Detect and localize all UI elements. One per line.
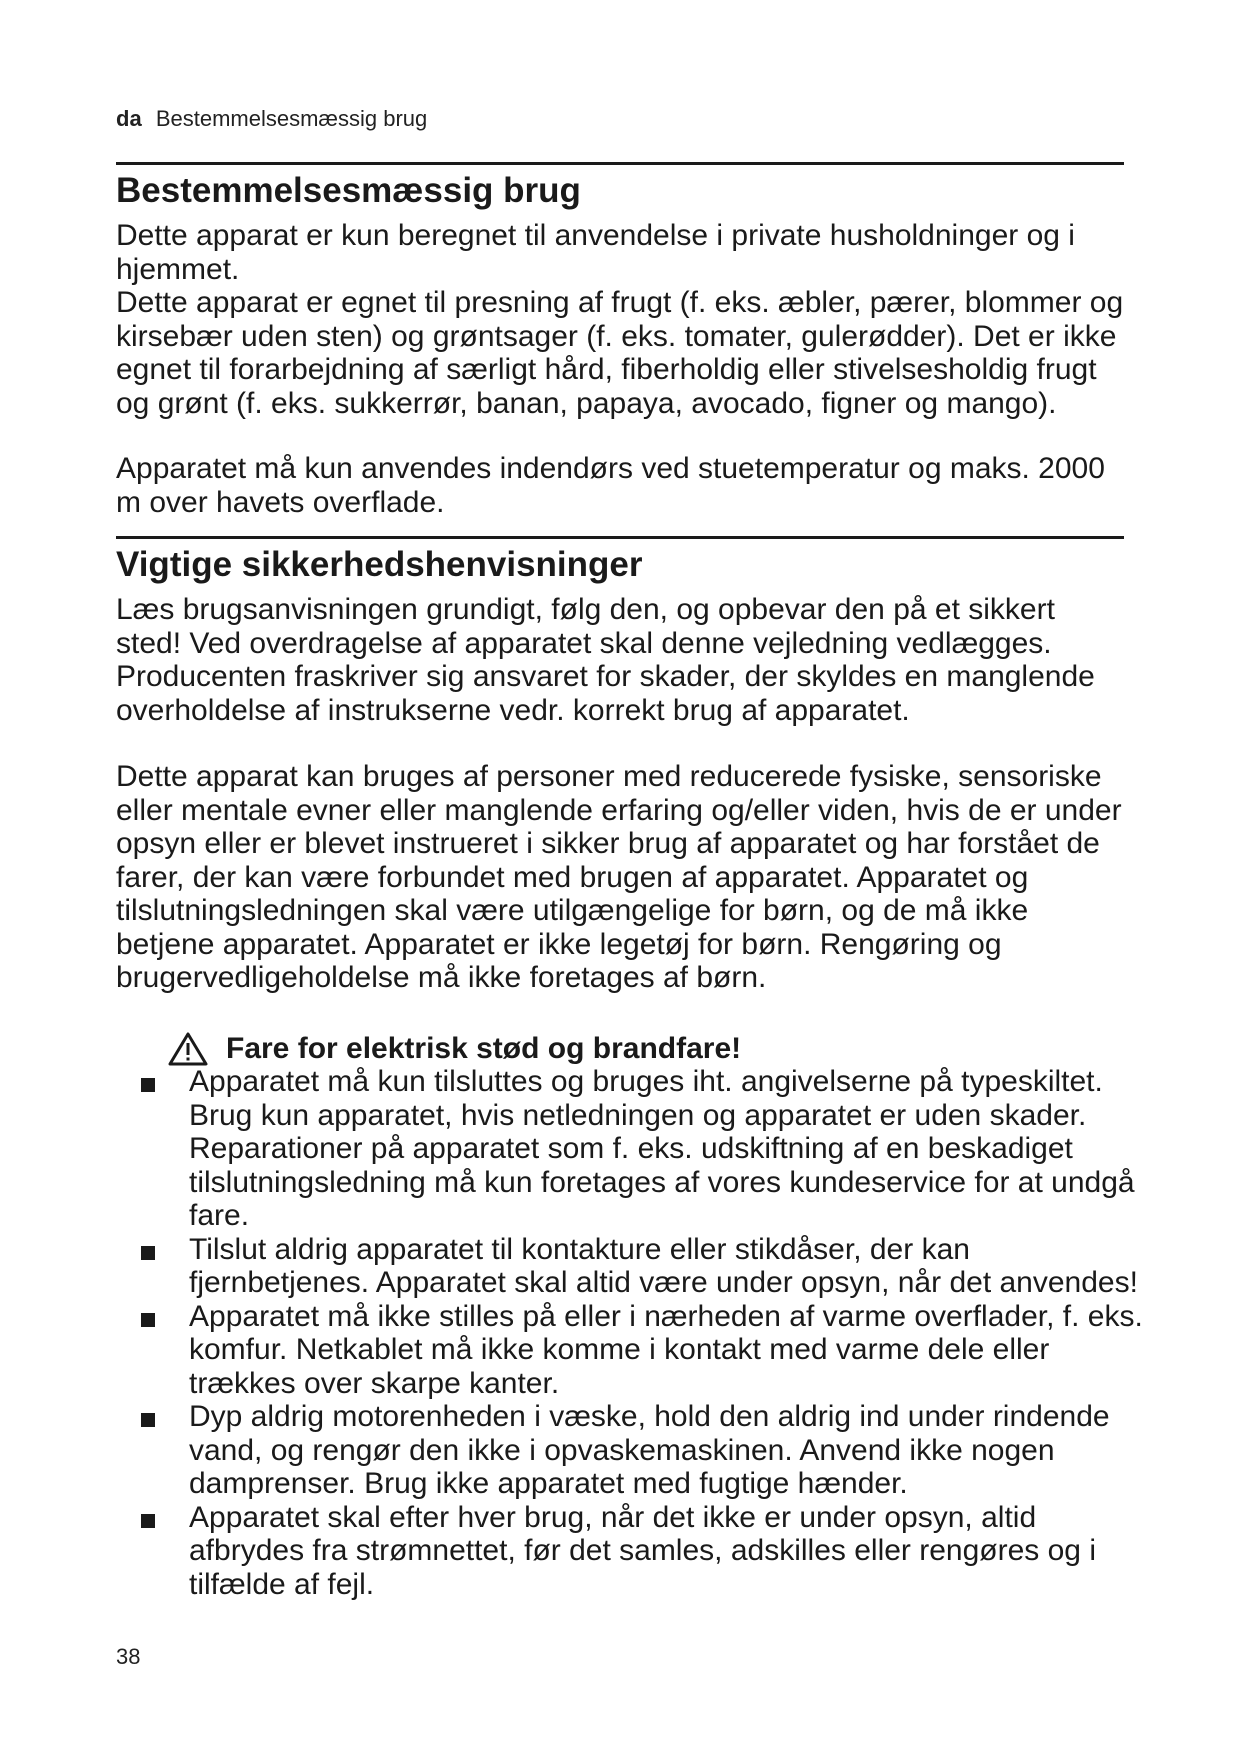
warning-list-item bbox=[146, 1400, 1146, 1501]
bullet-square-icon bbox=[141, 1313, 155, 1327]
page-number: 38 bbox=[116, 1644, 141, 1669]
intended-use-paragraph: Dette apparat er kun beregnet til anvendelse i private husholdninger og i hjemmet. bbox=[116, 219, 1075, 286]
safety-paragraph: Dette apparat kan bruges af personer med reducerede fysiske, sensoriske eller mentale evner eller manglende erfaring og/eller viden, hvis de er under opsyn eller er blevet instrueret i sikker brug af apparatet og har forstået de farer, der kan være forbundet med brugen af apparatet. Apparatet og tilslutningsledningen skal være utilgængelige for børn, og de må ikke betjene apparatet. Apparatet er ikke legetøj for børn. Rengøring og brugervedligeholdelse må ikke foretages af børn. bbox=[116, 760, 1122, 994]
bullet-square-icon bbox=[141, 1078, 155, 1092]
warning-triangle-icon bbox=[168, 1032, 208, 1066]
language-code: da bbox=[116, 106, 142, 131]
bullet-square-icon bbox=[141, 1413, 155, 1427]
warning-item-text: Tilslut aldrig apparatet til kontakture eller stikdåser, der kan fjernbetjenes. Apparatet skal altid være under opsyn, når det anvendes! bbox=[189, 1232, 1138, 1299]
section-divider bbox=[116, 536, 1124, 539]
bullet-square-icon bbox=[141, 1246, 155, 1260]
safety-paragraph: Læs brugsanvisningen grundigt, følg den, og opbevar den på et sikkert sted! Ved overdragelse af apparatet skal denne vejledning vedlægges. Producenten fraskriver sig ansvaret for skader, der skyldes en manglende overholdelse af instrukserne vedr. korrekt brug af apparatet. bbox=[116, 593, 1095, 727]
intended-use-heading: Bestemmelsesmæssig brug bbox=[116, 171, 581, 210]
intended-use-paragraph: Apparatet må kun anvendes indendørs ved stuetemperatur og maks. 2000 m over havets overflade. bbox=[116, 452, 1105, 519]
document-page bbox=[116, 0, 1143, 1754]
safety-heading: Vigtige sikkerhedshenvisninger bbox=[116, 545, 643, 584]
warning-item-text: Apparatet må kun tilsluttes og bruges iht. angivelserne på typeskiltet. Brug kun apparatet, hvis netledningen og apparatet er uden skader. Reparationer på apparatet som f. eks. udskiftning af en beskadiget tilslutningsledning må kun foretages af vores kundeservice for at undgå fare. bbox=[189, 1065, 1135, 1232]
warning-item-text: Dyp aldrig motorenheden i væske, hold den aldrig ind under rindende vand, og rengør den ikke i opvaskemaskinen. Anvend ikke nogen damprenser. Brug ikke apparatet med fugtige hænder. bbox=[189, 1400, 1110, 1500]
running-header-section: Bestemmelsesmæssig brug bbox=[155, 106, 428, 131]
warning-item-text: Apparatet må ikke stilles på eller i nærheden af varme overflader, f. eks. komfur. Netkablet må ikke komme i kontakt med varme dele eller trækkes over skarpe kanter. bbox=[189, 1299, 1143, 1400]
warning-list-item bbox=[146, 1300, 1146, 1401]
warning-item-text: Apparatet skal efter hver brug, når det ikke er under opsyn, altid afbrydes fra strømnettet, før det samles, adskilles eller rengøres og i tilfælde af fejl. bbox=[189, 1500, 1096, 1601]
warning-list-item bbox=[146, 1233, 1146, 1300]
warning-heading bbox=[168, 1031, 741, 1067]
intended-use-paragraph: Dette apparat er egnet til presning af frugt (f. eks. æbler, pærer, blommer og kirsebær uden sten) og grøntsager (f. eks. tomater, gulerødder). Det er ikke egnet til forarbejdning af særligt hård, fiberholdig eller stivelsesholdig frugt og grønt (f. eks. sukkerrør, banan, papaya, avocado, figner og mango). bbox=[116, 286, 1124, 420]
warning-list-item bbox=[146, 1065, 1146, 1233]
running-header bbox=[116, 106, 427, 132]
warning-list-item bbox=[146, 1501, 1146, 1602]
section-divider bbox=[116, 162, 1124, 165]
warning-title: Fare for elektrisk stød og brandfare! bbox=[226, 1032, 742, 1065]
bullet-square-icon bbox=[141, 1514, 155, 1528]
warning-list bbox=[146, 1065, 1146, 1601]
